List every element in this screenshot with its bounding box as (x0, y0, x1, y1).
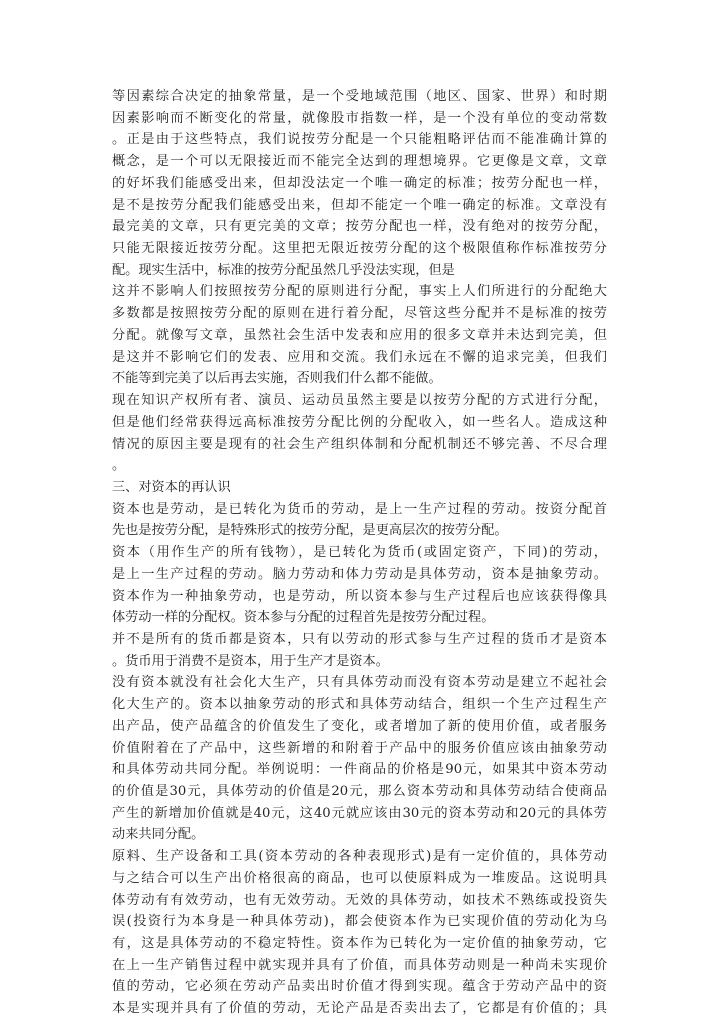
text-line: 有，这是具体劳动的不稳定特性。资本作为已转化为一定价值的抽象劳动，它 (112, 936, 607, 952)
text-line: 不能等到完美了以后再去实施，否则我们什么都不能做。 (112, 371, 442, 387)
text-line: 是不是按劳分配我们能感受出来，但却不能定一个唯一确定的标准。文章没有 (112, 197, 607, 213)
text-line: 出产品，使产品蕴含的价值发生了变化，或者增加了新的使用价值，或者服务 (112, 718, 607, 734)
text-line: 是这并不影响它们的发表、应用和交流。我们永远在不懈的追求完美，但我们 (112, 349, 607, 365)
section-heading: 三、对资本的再认识 (112, 479, 231, 495)
text-line: 化大生产的。资本以抽象劳动的形式和具体劳动结合，组织一个生产过程生产 (112, 697, 607, 713)
text-line: 本是实现并具有了价值的劳动，无论产品是否卖出去了，它都是有价值的；具 (112, 1001, 607, 1017)
text-line: 多数都是按照按劳分配的原则在进行着分配，尽管这些分配并不是标准的按劳 (112, 306, 607, 322)
text-line: 在上一生产销售过程中就实现并具有了价值，而具体劳动则是一种尚未实现价 (112, 957, 607, 973)
text-line: 值的劳动，它必须在劳动产品卖出时价值才得到实现。蕴含于劳动产品中的资 (112, 979, 607, 995)
document-body (112, 86, 607, 1020)
text-line: 但是他们经常获得远高标准按劳分配比例的分配收入，如一些名人。造成这种 (112, 414, 607, 430)
text-line: 情况的原因主要是现有的社会生产组织体制和分配机制还不够完善、不尽合理 (112, 436, 607, 452)
text-line: 资本也是劳动，是已转化为货币的劳动，是上一生产过程的劳动。按资分配首 (112, 501, 607, 517)
text-line: 价值附着在了产品中，这些新增的和附着于产品中的服务价值应该由抽象劳动 (112, 740, 607, 756)
text-line: 资本作为一种抽象劳动，也是劳动，所以资本参与生产过程后也应该获得像具 (112, 588, 607, 604)
text-line: 体劳动有有效劳动，也有无效劳动。无效的具体劳动，如技术不熟练或投资失 (112, 892, 607, 908)
text-line: 误(投资行为本身是一种具体劳动)，都会使资本作为已实现价值的劳动化为乌 (112, 914, 607, 930)
text-line: 分配。就像写文章，虽然社会生活中发表和应用的很多文章并未达到完美，但 (112, 327, 607, 343)
text-line: 先也是按劳分配，是特殊形式的按劳分配，是更高层次的按劳分配。 (112, 523, 508, 539)
text-line: 的价值是30元，具体劳动的价值是20元，那么资本劳动和具体劳动结合使商品 (112, 784, 607, 799)
text-line: 动来共同分配。 (112, 827, 205, 843)
text-line: 资本（用作生产的所有钱物），是已转化为货币(或固定资产，下同)的劳动， (112, 545, 607, 561)
text-line: 原料、生产设备和工具(资本劳动的各种表现形式)是有一定价值的，具体劳动 (112, 849, 607, 865)
text-line: 最完美的文章，只有更完美的文章；按劳分配也一样，没有绝对的按劳分配， (112, 219, 607, 235)
text-line: 和具体劳动共同分配。举例说明：一件商品的价格是90元，如果其中资本劳动 (112, 762, 607, 778)
text-line: 这并不影响人们按照按劳分配的原则进行分配，事实上人们所进行的分配绝大 (112, 284, 607, 300)
text-line: 。货币用于消费不是资本，用于生产才是资本。 (112, 653, 389, 669)
text-line: 并不是所有的货币都是资本，只有以劳动的形式参与生产过程的货币才是资本 (112, 631, 607, 647)
text-line: 等因素综合决定的抽象常量，是一个受地域范围（地区、国家、世界）和时期 (112, 89, 607, 104)
text-line: 是上一生产过程的劳动。脑力劳动和体力劳动是具体劳动，资本是抽象劳动。 (112, 566, 607, 582)
text-line: 配。现实生活中，标准的按劳分配虽然几乎没法实现，但是 (112, 262, 455, 278)
text-line: 没有资本就没有社会化大生产，只有具体劳动而没有资本劳动是建立不起社会 (112, 675, 607, 691)
text-line: 体劳动一样的分配权。资本参与分配的过程首先是按劳分配过程。 (112, 610, 495, 626)
text-line: 与之结合可以生产出价格很高的商品，也可以使原料成为一堆废品。这说明具 (112, 870, 607, 886)
text-line: 概念，是一个可以无限接近而不能完全达到的理想境界。它更像是文章，文章 (112, 154, 607, 170)
text-line: 。 (112, 458, 126, 474)
text-line: 的好坏我们能感受出来，但却没法定一个唯一确定的标准；按劳分配也一样， (112, 175, 607, 191)
text-line: 产生的新增加价值就是40元，这40元就应该由30元的资本劳动和20元的具体劳 (112, 805, 607, 821)
text-line: 。正是由于这些特点，我们说按劳分配是一个只能粗略评估而不能准确计算的 (112, 132, 607, 148)
text-line: 现在知识产权所有者、演员、运动员虽然主要是以按劳分配的方式进行分配， (112, 393, 607, 409)
text-line: 只能无限接近按劳分配。这里把无限近按劳分配的这个极限值称作标准按劳分 (112, 241, 607, 257)
text-line: 因素影响而不断变化的常量，就像股市指数一样，是一个没有单位的变动常数 (112, 110, 607, 126)
